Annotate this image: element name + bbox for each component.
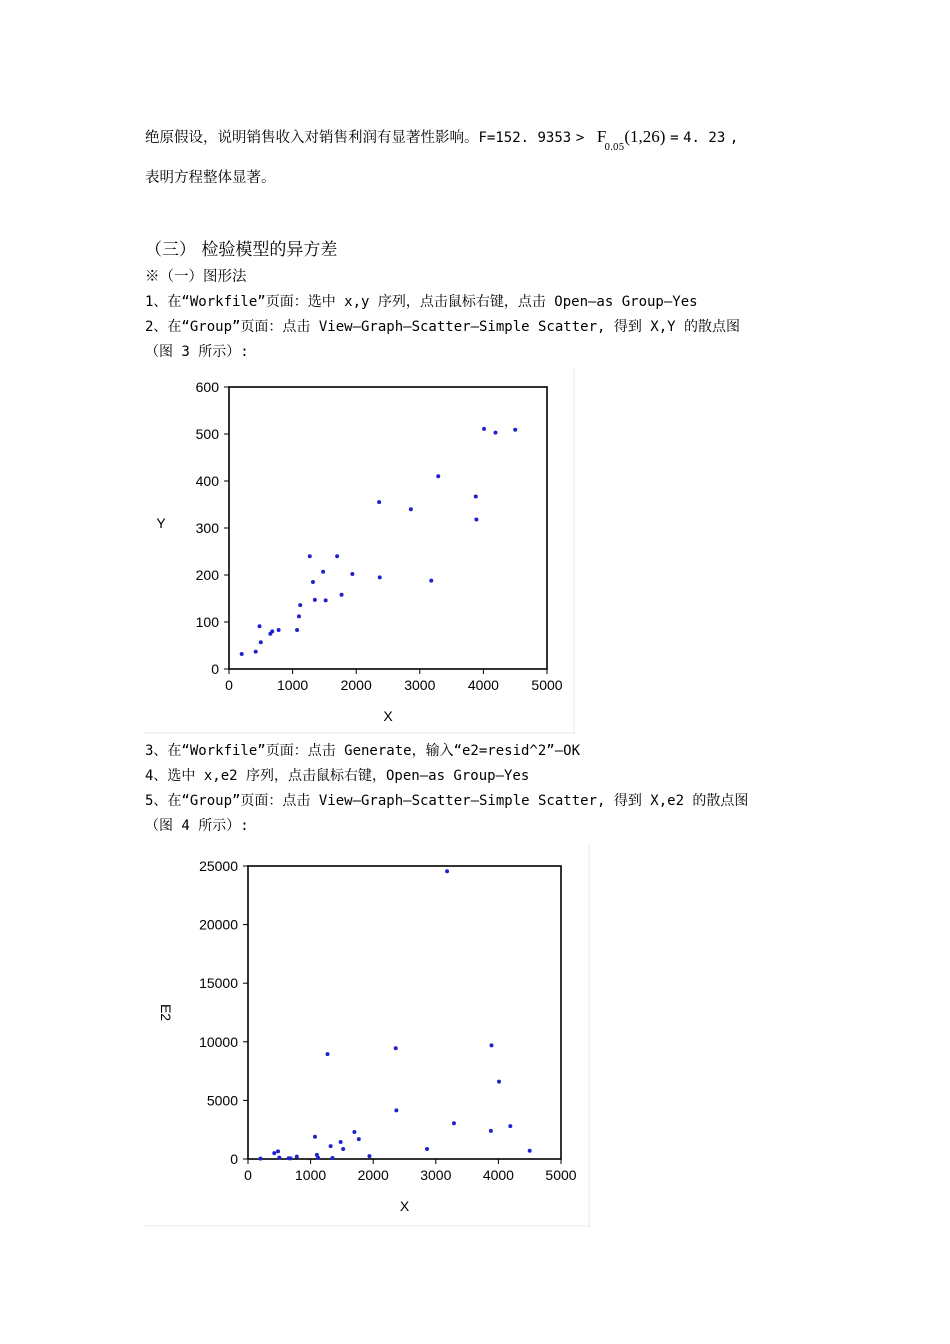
chart-xy-x-tick-label: 2000	[340, 677, 372, 693]
chart-xe2-point	[425, 1147, 429, 1151]
chart-xe2-plot-frame	[248, 866, 561, 1159]
f-statistic-value: F=152. 9353	[478, 130, 572, 146]
step-5-caption: （图 4 所示）:	[145, 818, 249, 834]
chart-xy-point	[482, 427, 486, 431]
paragraph-text: 绝原假设，说明销售收入对销售利润有显著性影响。	[145, 130, 479, 146]
chart-xe2-y-axis-label: E2	[158, 1003, 174, 1022]
chart-xe2-point	[277, 1156, 281, 1160]
section-heading: （三） 检验模型的异方差	[145, 240, 338, 260]
step-1: 1、在“Workfile”页面：选中 x,y 序列，点击鼠标右键，点击 Open—as Group—Yes	[145, 294, 698, 310]
chart-xy-point	[298, 603, 302, 607]
greater-than-symbol: >	[575, 130, 585, 146]
step-4: 4、选中 x,e2 序列，点击鼠标右键，Open—as Group—Yes	[145, 768, 530, 784]
chart-xe2-point	[352, 1130, 356, 1134]
chart-xe2-point	[339, 1140, 343, 1144]
step-2-caption: （图 3 所示）:	[145, 344, 249, 360]
chart-xe2-point	[497, 1080, 501, 1084]
chart-xe2-x-tick-label: 1000	[295, 1167, 327, 1183]
chart-xy-point	[311, 580, 315, 584]
chart-xy-point	[335, 554, 339, 558]
chart-xy-point	[429, 579, 433, 583]
scatter-chart-x-y	[143, 368, 575, 734]
chart-xe2-point	[329, 1144, 333, 1148]
chart-xe2-point	[326, 1052, 330, 1056]
chart-xy-x-tick-label: 5000	[531, 677, 563, 693]
chart-xe2-point	[452, 1121, 456, 1125]
scatter-chart-x-e2-svg	[143, 843, 590, 1227]
chart-xy-x-tick-label: 0	[225, 677, 233, 693]
chart-xy-x-tick-label: 1000	[277, 677, 309, 693]
step-5: 5、在“Group”页面：点击 View—Graph—Scatter—Simple Scatter, 得到 X,e2 的散点图	[145, 793, 749, 809]
chart-xe2-y-tick-label: 10000	[199, 1033, 238, 1050]
chart-xy-point	[240, 652, 244, 656]
chart-xy-y-axis-label: Y	[156, 515, 166, 531]
chart-xy-point	[340, 593, 344, 597]
chart-xy-plot-frame	[229, 387, 547, 669]
subheading: ※（一）图形法	[145, 269, 247, 285]
chart-xy-point	[436, 474, 440, 478]
chart-xe2-x-tick-label: 4000	[482, 1167, 514, 1183]
chart-xe2-y-tick-label: 0	[230, 1151, 238, 1167]
chart-xy-point	[324, 598, 328, 602]
chart-xe2-y-tick-label: 5000	[206, 1092, 238, 1109]
chart-xe2-x-tick-label: 0	[244, 1167, 252, 1183]
chart-xe2-point	[528, 1149, 532, 1153]
chart-xy-point	[474, 518, 478, 522]
chart-xy-point	[313, 598, 317, 602]
chart-xy-point	[295, 628, 299, 632]
scatter-chart-x-e2	[143, 843, 590, 1227]
chart-xy-point	[378, 575, 382, 579]
chart-xe2-point	[331, 1156, 335, 1160]
chart-xe2-point	[394, 1108, 398, 1112]
f-critical-subscript: 0.05	[604, 143, 625, 153]
chart-xy-y-tick-label: 0	[211, 661, 219, 677]
chart-xe2-x-axis-label: X	[399, 1198, 410, 1214]
chart-xe2-x-tick-label: 5000	[545, 1167, 577, 1183]
chart-xe2-y-tick-label: 15000	[199, 975, 238, 992]
chart-xy-point	[474, 495, 478, 499]
chart-xe2-point	[445, 869, 449, 873]
chart-xe2-point	[490, 1043, 494, 1047]
chart-xy-y-tick-label: 400	[195, 473, 219, 489]
chart-xe2-point	[367, 1154, 371, 1158]
trailing-comma: ,	[729, 130, 739, 146]
chart-xy-point	[270, 629, 274, 633]
step-3: 3、在“Workfile”页面：点击 Generate，输入“e2=resid^2”—OK	[145, 743, 581, 759]
chart-xy-y-tick-label: 100	[195, 614, 219, 630]
f-critical-value: 4. 23	[683, 130, 726, 146]
chart-xe2-point	[289, 1156, 293, 1160]
chart-xy-point	[409, 507, 413, 511]
chart-xe2-point	[295, 1155, 299, 1159]
chart-xy-point	[321, 570, 325, 574]
chart-xe2-point	[276, 1149, 280, 1153]
chart-xe2-x-tick-label: 2000	[357, 1167, 389, 1183]
chart-xe2-y-tick-label: 25000	[199, 858, 238, 874]
chart-xe2-point	[357, 1137, 361, 1141]
chart-xy-point	[377, 500, 381, 504]
chart-xy-point	[350, 572, 354, 576]
chart-xe2-point	[508, 1124, 512, 1128]
scatter-chart-x-y-svg	[143, 368, 575, 734]
chart-xe2-point	[313, 1135, 317, 1139]
chart-xy-y-tick-label: 300	[195, 520, 219, 536]
chart-xy-point	[297, 614, 301, 618]
chart-xy-x-tick-label: 3000	[404, 677, 436, 693]
chart-xy-point	[277, 628, 281, 632]
f-critical-args: (1,26)	[624, 127, 666, 146]
chart-xy-point	[254, 650, 258, 654]
chart-xe2-point	[489, 1129, 493, 1133]
chart-xe2-x-tick-label: 3000	[420, 1167, 452, 1183]
chart-xy-point	[258, 624, 262, 628]
chart-xe2-point	[316, 1156, 320, 1160]
chart-xe2-y-tick-label: 20000	[199, 916, 238, 933]
chart-xe2-point	[259, 1157, 263, 1161]
chart-xy-point	[259, 640, 263, 644]
chart-xe2-point	[272, 1151, 276, 1155]
chart-xe2-point	[394, 1046, 398, 1050]
chart-xy-point	[513, 428, 517, 432]
step-2: 2、在“Group”页面：点击 View—Graph—Scatter—Simple Scatter, 得到 X,Y 的散点图	[145, 319, 741, 335]
chart-xy-x-axis-label: X	[383, 708, 393, 724]
chart-xy-y-tick-label: 500	[195, 426, 219, 442]
chart-xy-point	[308, 554, 312, 558]
chart-xy-x-tick-label: 4000	[467, 677, 499, 693]
equals-symbol: =	[670, 130, 679, 146]
paragraph-line-2: 表明方程整体显著。	[145, 170, 276, 186]
chart-xy-y-tick-label: 600	[195, 379, 219, 395]
f-critical-symbol: F	[596, 127, 607, 146]
chart-xe2-point	[341, 1147, 345, 1151]
paragraph-line-1	[145, 127, 739, 153]
chart-xy-y-tick-label: 200	[195, 567, 219, 583]
chart-xy-point	[493, 431, 497, 435]
